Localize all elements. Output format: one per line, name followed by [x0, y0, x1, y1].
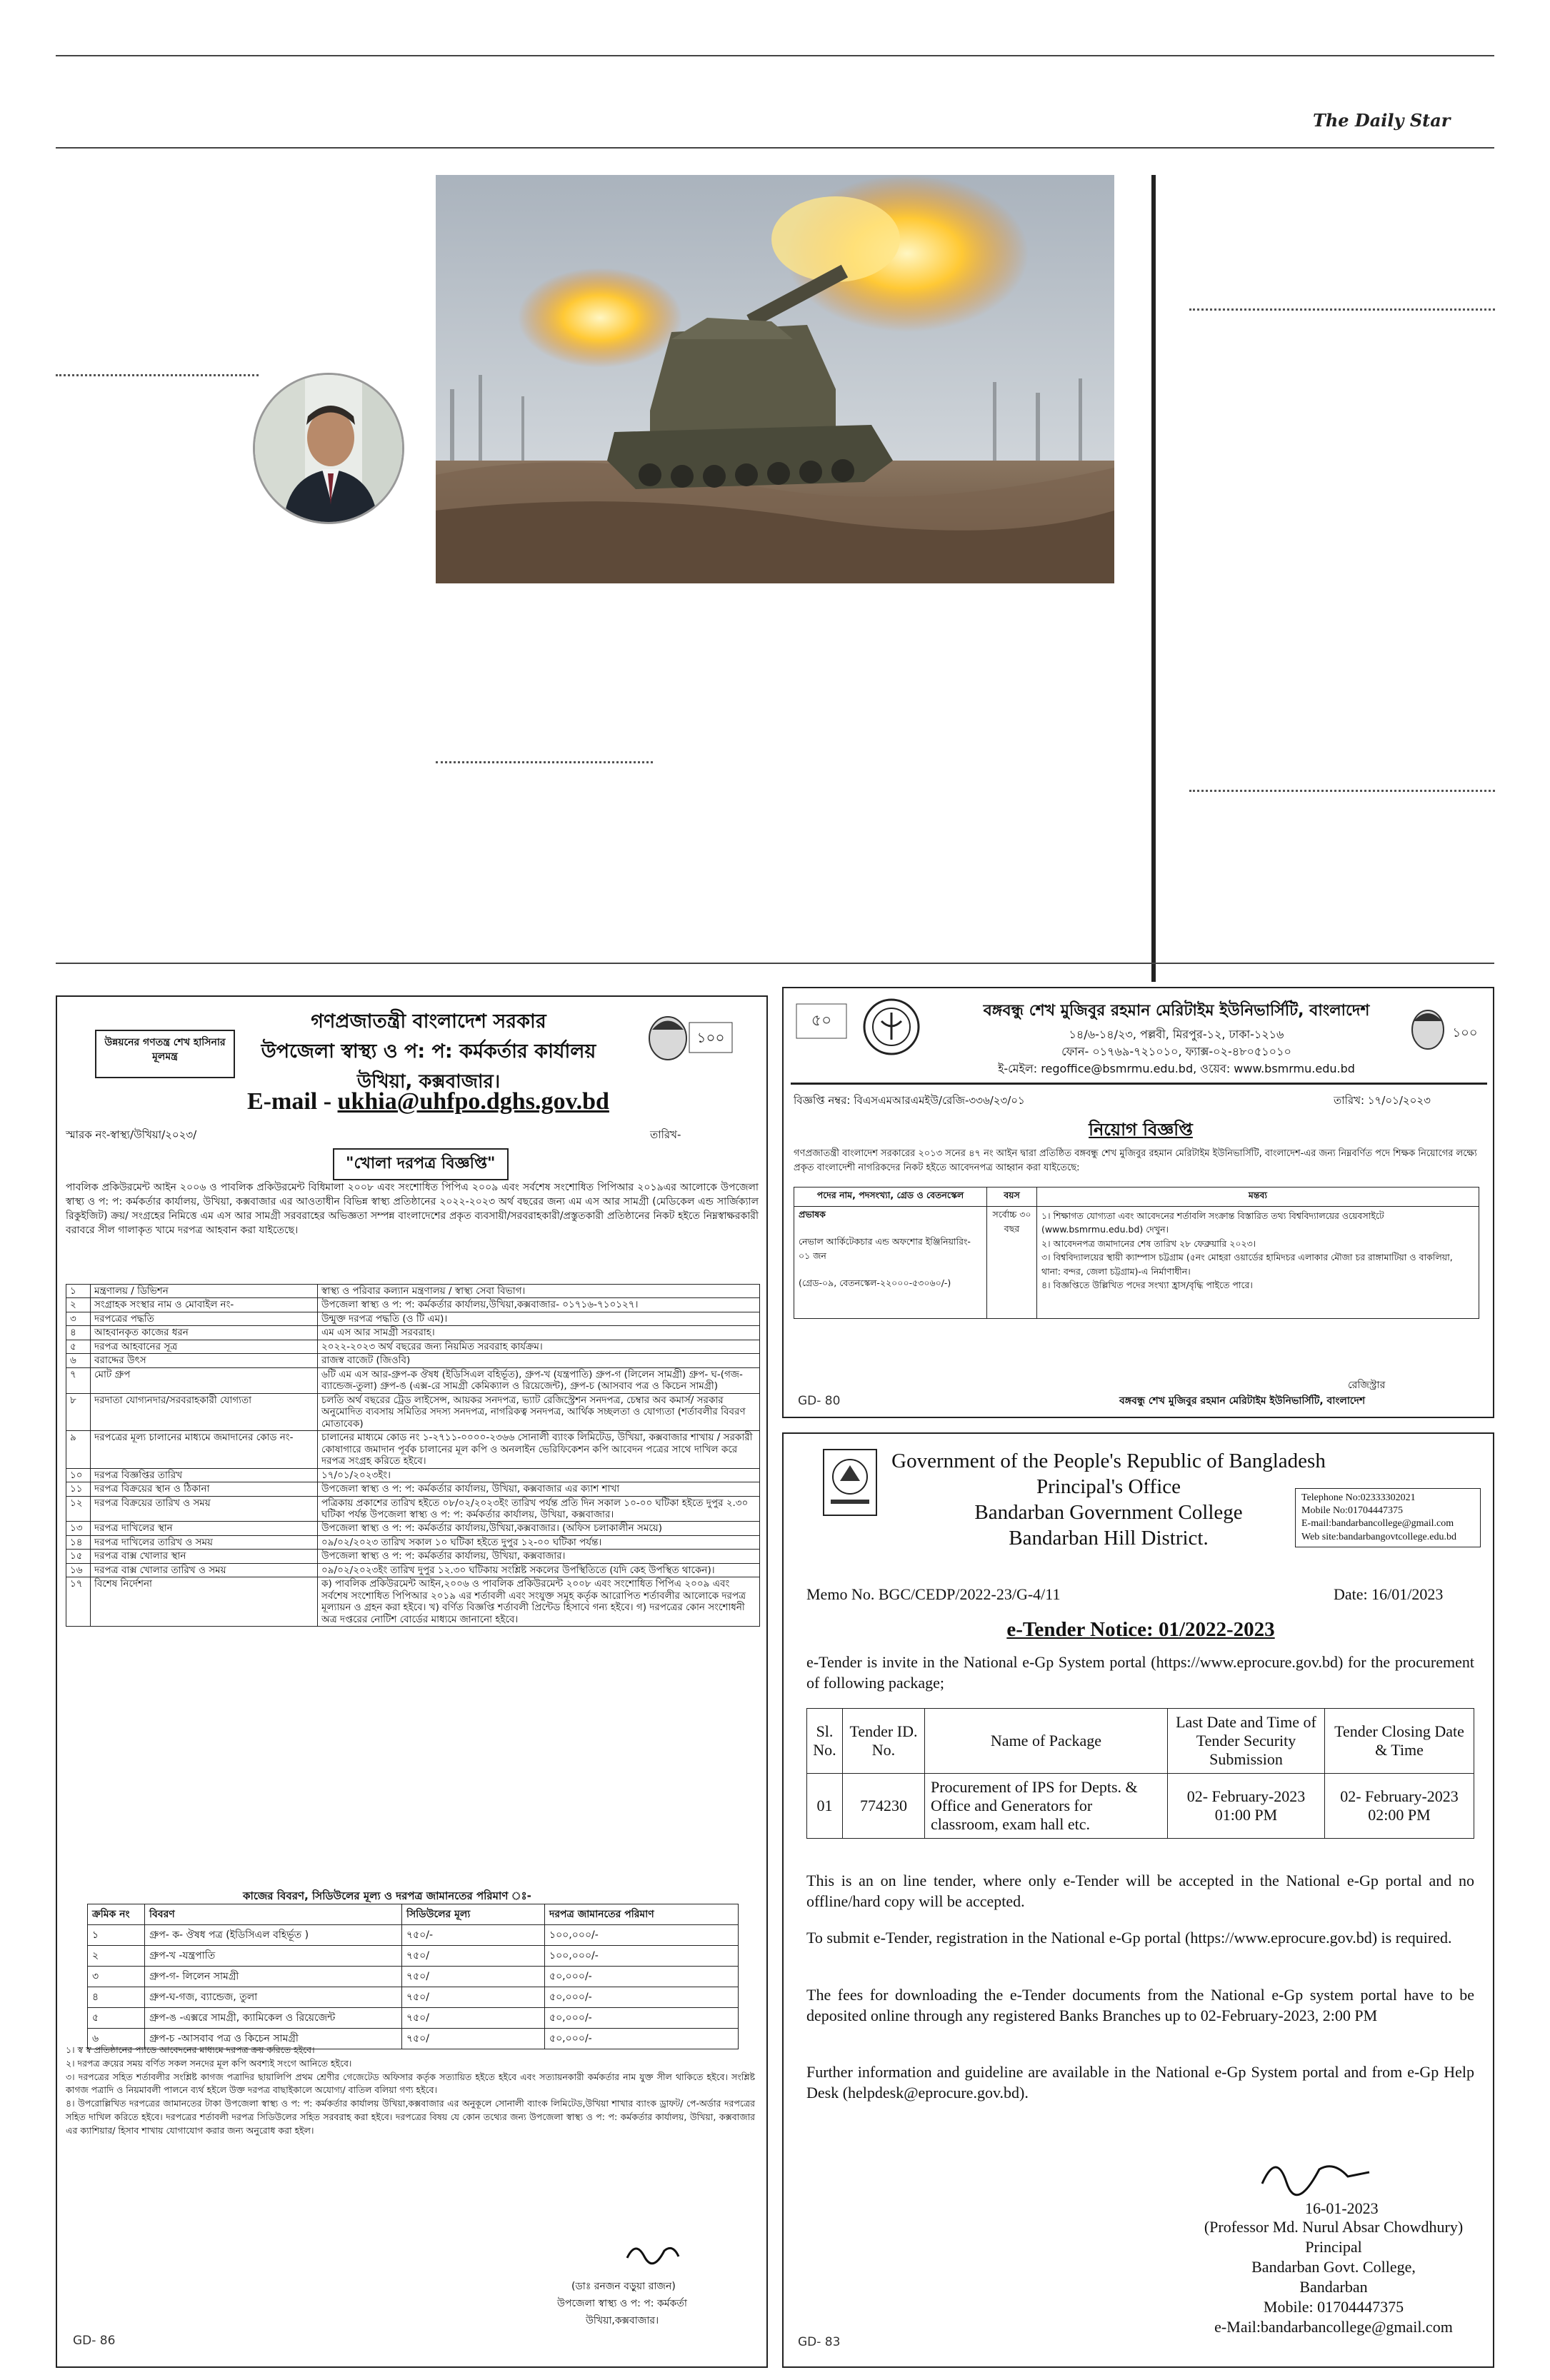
memo-date: Date: 16/01/2023 — [1334, 1585, 1444, 1603]
row-number: ১১ — [66, 1482, 91, 1496]
university-name: বঙ্গবন্ধু শেখ মুজিবুর রহমান মেরিটাইম ইউনিভার্সিটি, বাংলাদেশ — [983, 1002, 1370, 1020]
post-table — [794, 1187, 1479, 1319]
row-id: 774230 — [843, 1774, 925, 1839]
table-row — [66, 1326, 760, 1340]
row-value: উপজেলা স্বাস্থ্য ও প: প: কর্মকর্তার কার্যালয়,উখিয়া,কক্সবাজার। (অফিস চলাকালীন সময়ে) — [318, 1522, 760, 1535]
row-number: ৩ — [66, 1312, 91, 1325]
row-value: ১৭/০১/২০২৩ইং। — [318, 1468, 760, 1482]
news-photo — [436, 175, 1114, 583]
notice-ref: বিজ্ঞপ্তি নম্বর: বিএসএমআরএমইউ/রেজি-৩৩৬/২৩/০১ — [794, 1094, 1025, 1107]
group-no: ২ — [88, 1946, 145, 1967]
row-value: এম এস আর সামগ্রী সরবরাহ। — [318, 1326, 760, 1340]
row-item: আহবানকৃত কাজের ধরন — [91, 1326, 318, 1340]
contact-line: Web site:bandarbangovtcollege.edu.bd — [1301, 1531, 1456, 1542]
row-value: রাজস্ব বাজেট (জিওবি) — [318, 1354, 760, 1367]
tender-header: Sl. No. — [807, 1709, 843, 1774]
contact-line: Mobile No:01704447375 — [1301, 1505, 1403, 1517]
row-item: দরপত্র বাক্স খোলার তারিখ ও সময় — [91, 1563, 318, 1577]
row-number: ৭ — [66, 1367, 91, 1393]
post-age: সর্বোচ্চ ৩০ বছর — [987, 1207, 1037, 1319]
sign-org: Bandarban Govt. College, — [1251, 2258, 1416, 2276]
row-number: ১৪ — [66, 1535, 91, 1549]
email-line — [247, 1088, 609, 1115]
group-desc: গ্রুপ-গ- লিলেন সামগ্রী — [145, 1967, 402, 1987]
sign-email[interactable]: e-Mail:bandarbancollege@gmail.com — [1214, 2318, 1453, 2336]
tender-header: Name of Package — [925, 1709, 1168, 1774]
group-desc: গ্রুপ-ঙ -এক্সরে সামগ্রী, ক্যামিকেল ও রিয়েজেন্ট — [145, 2008, 402, 2029]
masthead-logo: The Daily Star — [1313, 110, 1451, 131]
sign-date: 16-01-2023 — [1305, 2199, 1379, 2217]
row-closing: 02- February-2023 02:00 PM — [1325, 1774, 1474, 1839]
row-item: বরাদ্দের উৎস — [91, 1354, 318, 1367]
table-row — [88, 2008, 739, 2029]
row-item: সংগ্রাহক সংস্থার নাম ও মোবাইল নং- — [91, 1298, 318, 1312]
bsmrmu-recruitment-ad — [782, 987, 1494, 1418]
group-no: ৩ — [88, 1967, 145, 1987]
vertical-rule — [1151, 175, 1156, 982]
group-no: ৪ — [88, 1987, 145, 2008]
header-rule — [791, 1083, 1487, 1085]
footnote: ৪। উপরোল্লিখিত দরপত্রের জামানতের টাকা উপজেলা স্বাস্থ্য ও প: প: কর্মকর্তার কার্যালয় উখিয়া,কক্সবাজার এর অনুকূলে সোনালী ব্যাংক লিমিটেড,উখিয়া শাখার ব্যাংক ড্রাফট/ পে-অর্ডার দরপত্রের সহিত দাখিল করিতে হইবে। দরপত্রের শর্তাবলী দরপত্র সিডিউলের সহিত সরবরাহ করা হইবে। দরপত্রের বিষয় যে কোন তথ্যের জন্য উপজেলা স্বাস্থ্য ও প: প: কর্মকর্তার কার্যালয়, উখিয়া, কক্সবাজার এর ক্যাশিয়ার/ হিসাব শাখায় যোগাযোগ করার জন্য অনুরোধ করা হইল। — [66, 2098, 755, 2136]
notice-details-table — [66, 1284, 760, 1627]
memo-date-label: তারিখ- — [650, 1128, 681, 1141]
row-number: ৬ — [66, 1354, 91, 1367]
row-value: উপজেলা স্বাস্থ্য ও প: প: কর্মকর্তার কার্যালয়,উখিয়া,কক্সবাজার- ০১৭১৬-৭১০১২৭। — [318, 1298, 760, 1312]
group-desc: গ্রুপ-চ -আসবাব পত্র ও কিচেন সামগ্রী — [145, 2029, 402, 2049]
table-row — [66, 1563, 760, 1577]
table-row — [66, 1431, 760, 1468]
group-desc: গ্রুপ-খ -যন্ত্রপাতি — [145, 1946, 402, 1967]
group-desc: গ্রুপ-ঘ-গজ, ব্যান্ডেজ, তুলা — [145, 1987, 402, 2008]
mujib-logo-right — [1406, 1001, 1486, 1065]
sign-name: (Professor Md. Nurul Absar Chowdhury) — [1204, 2218, 1464, 2236]
signer-title: উপজেলা স্বাস্থ্য ও প: প: কর্মকর্তা — [557, 2298, 687, 2309]
university-address: ১৪/৬-১৪/২৩, পল্লবী, মিরপুর-১২, ঢাকা-১২১৬ — [1069, 1028, 1284, 1041]
notice-date: তারিখ: ১৭/০১/২০২৩ — [1334, 1094, 1431, 1107]
groups-title: কাজের বিবরণ, সিডিউলের মূল্য ও দরপত্র জামানতের পরিমাণ ঃ- — [243, 1889, 531, 1902]
office-line: Principal's Office — [1036, 1475, 1181, 1498]
tender-header: Tender ID. No. — [843, 1709, 925, 1774]
row-package: Procurement of IPS for Depts. & Office and Generators for classroom, exam hall etc. — [925, 1774, 1168, 1839]
svg-text:৫০: ৫০ — [811, 1012, 832, 1030]
row-number: ১৬ — [66, 1563, 91, 1577]
row-item: দরদাতা যোগ্যনদার/সরবরাহকারী যোগ্যতা — [91, 1393, 318, 1430]
table-row — [66, 1468, 760, 1482]
row-value: ক) পাবলিক প্রকিউরমেন্ট আইন,২০০৬ ও পাবলিক প্রকিউরমেন্ট ২০০৮ এবং সংশোধিত পিপিএ ২০০৯ এবং সর্বশেষ সংশোধিত পিপিআর ২০১৯ এর শর্তাবলী এবং সংযুক্ত সমূহ কর্তৃক আরোপিত শর্তাবলীর আলোকে দরপত্র মূল্যায়ন ও গ্রহন করা হইবে। খ) বর্ণিত বিজ্ঞপ্তি শর্তাবলী প্রিন্টেড হিসাবে গন্য হইবে। গ) দরপত্রের কোন সংশোধনী অত্র দপ্তরের নোটিশ বোর্ডের মাধ্যমে জানানো হইবে। — [318, 1577, 760, 1627]
portrait-image — [255, 375, 402, 522]
row-value: উপজেলা স্বাস্থ্য ও প: প: কর্মকর্তার কার্যালয়, উখিয়া, কক্সবাজার এর ক্যাশ শাখা — [318, 1482, 760, 1496]
center-column-divider — [436, 761, 653, 763]
upazila-tender-ad — [56, 995, 768, 2368]
row-value: উপজেলা স্বাস্থ্য ও প: প: কর্মকর্তার কার্যালয়, উখিয়া, কক্সবাজার। — [318, 1550, 760, 1563]
table-row — [88, 1925, 739, 1946]
side-slogan-box: উন্নয়নের গণতন্ত্র শেখ হাসিনার মূলমন্ত্র — [95, 1030, 235, 1078]
post-dept: নেভাল আর্কিটেকচার এন্ড অফশোর ইঞ্জিনিয়ারিং- ০১ জন — [799, 1236, 971, 1261]
row-value: ০৯/০২/২০২৩ইং তারিখ দুপুর ১২.৩০ ঘটিকায় সংশ্লিষ্ট সকলের উপস্থিতিতে (যদি কেহ উপস্থিত থাকেন)। — [318, 1563, 760, 1577]
row-item: দরপত্র বিক্রয়ের স্থান ও ঠিকানা — [91, 1482, 318, 1496]
right-column-divider-2 — [1189, 790, 1495, 792]
paragraph-fees: The fees for downloading the e-Tender documents from the National e-Gp system portal have to be deposited online through any registered Banks Branches up to 02-February-2023, 2:00 PM — [806, 1986, 1474, 2024]
sign-mobile: Mobile: 01704447375 — [1263, 2298, 1404, 2316]
contact-box — [1295, 1488, 1481, 1547]
row-value: চলতি অর্থ বছরের ট্রেড লাইসেন্স, আয়কর সনদপত্র, ভ্যাট রেজিস্ট্রেশন সনদপত্র, চেম্বার অব কমার্স/ সরকার অনুমোদিত ব্যবসায় সমিতির সদস্য সনদপত্র, নাগরিকত্ব সনদপত্র, আর্থিক সচ্ছলতা ও যোগ্যতা (শর্তাবলীর বিবরণ মোতাবেক) — [318, 1393, 760, 1430]
group-security: ৫০,০০০/- — [545, 2029, 739, 2049]
top-rule — [56, 55, 1494, 56]
college-name: Bandarban Government College — [974, 1501, 1243, 1524]
row-value: ৬টি এম এস আর-গ্রুপ-ক ঔষধ (ইডিসিএল বহির্ভূত), গ্রুপ-খ (যন্ত্রপাতি) গ্রুপ-গ (লিলেন সামগ্রী) গ্রুপ- ঘ-(গজ-ব্যান্ডেজ-তুলা) গ্রুপ-ঙ (এক্স-রে সামগ্রী কেমিক্যাল ও রিয়েজেন্ট), গ্রুপ-চ (আসবাব পত্র ও কিচেন সামগ্রী) — [318, 1367, 760, 1393]
footnote: ২। দরপত্র ক্রয়ের সময় বর্ণিত সকল সনদের মূল কপি অবশ্যই সংগে আনিতে হইবে। — [66, 2057, 352, 2069]
notice-intro: গণপ্রজাতন্ত্রী বাংলাদেশ সরকারের ২০১৩ সনের ৪৭ নং আইন দ্বারা প্রতিষ্ঠিত বঙ্গবন্ধু শেখ মুজিবুর রহমান মেরিটাইম ইউনিভার্সিটি, বাংলাদেশ-এর জন্য নিম্নবর্ণিত পদে শিক্ষক নিয়োগের লক্ষ্যে প্রকৃত বাংলাদেশী নাগরিকদের নিকট হইতে আবেদনপত্র আহ্বান করা যাইতেছে: — [794, 1148, 1477, 1173]
signer-name: (ডাঃ রনজন বড়ুয়া রাজন) — [571, 2281, 676, 2292]
office-place: উখিয়া, কক্সবাজার। — [356, 1071, 501, 1093]
paragraph-register: To submit e-Tender, registration in the National e-Gp portal (https://www.eprocure.gov.bd) is required. — [806, 1929, 1452, 1947]
table-row — [88, 1987, 739, 2008]
groups-header: দরপত্র জামানতের পরিমাণ — [545, 1904, 739, 1925]
groups-header: সিডিউলের মূল্য — [402, 1904, 545, 1925]
group-desc: গ্রুপ- ক- ঔষধ পত্র (ইডিসিএল বহির্ভূত ) — [145, 1925, 402, 1946]
office-title: উপজেলা স্বাস্থ্য ও প: প: কর্মকর্তার কার্যালয় — [261, 1040, 596, 1063]
signature-mark — [621, 2236, 686, 2275]
mujib-logo — [639, 1008, 739, 1087]
email-address[interactable]: ukhia@uhfpo.dghs.gov.bd — [337, 1088, 609, 1115]
row-item: দরপত্র বিজ্ঞপ্তির তারিখ — [91, 1468, 318, 1482]
group-security: ১০০,০০০/- — [545, 1946, 739, 1967]
sign-title: Principal — [1305, 2238, 1362, 2256]
sign-place: Bandarban — [1299, 2278, 1368, 2296]
row-number: ১২ — [66, 1496, 91, 1522]
group-no: ৬ — [88, 2029, 145, 2049]
masthead-rule — [56, 147, 1494, 149]
notice-intro: পাবলিক প্রকিউরমেন্ট আইন ২০০৬ ও পাবলিক প্রকিউরমেন্ট বিধিমালা ২০০৮ এবং সংশোধিত পিপিএ ২০০৯ এবং সর্বশেষ সংশোধিত পিপিআর ২০১৯এর আলোকে উপজেলা স্বাস্থ্য ও প: প: কর্মকর্তার কার্যালয়, উখিয়া, কক্সবাজার এর আওতাধীন বিভিন্ন স্বাস্থ্য প্রতিষ্ঠানের ২০২২-২০২৩ অর্থ বছরের জন্য এম এস আর সামগ্রী (মেডিকেল এন্ড সার্জিক্যাল রিকুইজিট) ক্রয়/ সংগ্রহের নিমিত্তে এম এস আর সামগ্রী সরবরাহের অভিজ্ঞতা সম্পন্ন বাংলাদেশের প্রকৃত ব্যবসায়ী/সরবরাহকারী/প্রস্তুতকারী প্রতিষ্ঠানের নিকট হইতে নিম্নস্বাক্ষরকারী বরাবরে সীল গালাকৃত খামে দরপত্র আহবান করা যাইতেছে। — [66, 1182, 759, 1236]
remark-item: ৪। বিজ্ঞপ্তিতে উল্লিখিত পদের সংখ্যা হ্রাস/বৃদ্ধি পাইতে পারে। — [1041, 1279, 1253, 1290]
ads-section-rule — [56, 963, 1494, 964]
table-row — [66, 1535, 760, 1549]
ad-code: GD- 86 — [73, 2334, 116, 2348]
row-value: স্বাস্থ্য ও পরিবার কল্যান মন্ত্রণালয় / স্বাস্থ্য সেবা বিভাগ। — [318, 1285, 760, 1298]
table-row — [66, 1577, 760, 1627]
notice-title: নিয়োগ বিজ্ঞপ্তি — [1089, 1120, 1193, 1140]
row-security: 02- February-2023 01:00 PM — [1168, 1774, 1325, 1839]
row-item: দরপত্র বাক্স খোলার স্থান — [91, 1550, 318, 1563]
howitzer-photo — [436, 175, 1114, 583]
table-row — [66, 1496, 760, 1522]
registrar-title: রেজিস্ট্রার — [1348, 1380, 1386, 1391]
left-column-divider — [56, 374, 259, 376]
row-number: ১৭ — [66, 1577, 91, 1627]
row-number: ২ — [66, 1298, 91, 1312]
group-price: ৭৫০/ — [402, 1946, 545, 1967]
signer-place: উখিয়া,কক্সবাজার। — [586, 2315, 659, 2326]
table-row — [66, 1550, 760, 1563]
table-row — [66, 1285, 760, 1298]
table-row — [88, 1946, 739, 1967]
row-item: দরপত্র দাখিলের তারিখ ও সময় — [91, 1535, 318, 1549]
tender-header: Last Date and Time of Tender Security Submission — [1168, 1709, 1325, 1774]
table-row — [66, 1354, 760, 1367]
col-post: পদের নাম, পদসংখ্যা, গ্রেড ও বেতনস্কেল — [794, 1188, 987, 1207]
ad-code: GD- 83 — [798, 2335, 841, 2349]
row-value: পত্রিকায় প্রকাশের তারিখ হইতে ০৮/০২/২০২৩ইং তারিখ পর্যন্ত প্রতি দিন সকাল ১০-০০ ঘটিকা হইতে দুপুর ২.৩০ ঘটিকা পর্যন্ত উপজেলা স্বাস্থ্য ও প: প: কর্মকর্তার কার্যালয়, উখিয়া, কক্সবাজার। — [318, 1496, 760, 1522]
row-value: উন্মুক্ত দরপত্র পদ্ধতি (ও টি এম)। — [318, 1312, 760, 1325]
group-price: ৭৫০/ — [402, 2008, 545, 2029]
group-security: ৫০,০০০/- — [545, 1967, 739, 1987]
memo-no: Memo No. BGC/CEDP/2022-23/G-4/11 — [806, 1585, 1061, 1603]
registrar-org: বঙ্গবন্ধু শেখ মুজিবুর রহমান মেরিটাইম ইউনিভার্সিটি, বাংলাদেশ — [1119, 1395, 1366, 1407]
row-number: ১০ — [66, 1468, 91, 1482]
paragraph-online: This is an on line tender, where only e-Tender will be accepted in the National e-Gp portal and no offline/hard copy will be accepted. — [806, 1872, 1474, 1910]
row-number: ১৫ — [66, 1550, 91, 1563]
govt-title: গণপ্রজাতন্ত্রী বাংলাদেশ সরকার — [311, 1010, 546, 1033]
groups-header: ক্রমিক নং — [88, 1904, 145, 1925]
row-item: দরপত্র দাখিলের স্থান — [91, 1522, 318, 1535]
bandarban-etender-ad — [782, 1432, 1494, 2368]
groups-header: বিবরণ — [145, 1904, 402, 1925]
table-row — [66, 1312, 760, 1325]
row-item: বিশেষ নির্দেশনা — [91, 1577, 318, 1627]
col-remarks: মন্তব্য — [1037, 1188, 1479, 1207]
group-price: ৭৫০/ — [402, 1967, 545, 1987]
footnotes — [66, 2044, 755, 2137]
row-item: মন্ত্রণালয় / ডিভিশন — [91, 1285, 318, 1298]
row-number: ১ — [66, 1285, 91, 1298]
group-price: ৭৫০/ — [402, 2029, 545, 2049]
tender-table — [806, 1708, 1474, 1839]
footnote: ১। স্ব স্ব প্রতিষ্ঠানের প্যাডে আবেদনের মাধ্যমে দরপত্র ক্রয় করিতে হইবে। — [66, 2044, 315, 2055]
post-name: প্রভাষক — [799, 1209, 826, 1220]
govt-line: Government of the People's Republic of Bangladesh — [891, 1450, 1326, 1472]
district-line: Bandarban Hill District. — [1009, 1527, 1209, 1550]
group-price: ৭৫০/ — [402, 1987, 545, 2008]
group-no: ৫ — [88, 2008, 145, 2029]
row-sl: 01 — [807, 1774, 843, 1839]
row-number: ১৩ — [66, 1522, 91, 1535]
row-number: ৫ — [66, 1340, 91, 1353]
row-number: ৮ — [66, 1393, 91, 1430]
table-row — [66, 1393, 760, 1430]
university-phone: ফোন- ০১৭৬৯-৭২১০১০, ফ্যাক্স-০২-৪৮০৫১০১০ — [1061, 1045, 1291, 1058]
table-row — [66, 1367, 760, 1393]
row-value: ২০২২-২০২৩ অর্থ বছরের জন্য নিয়মিত সরবরাহ কার্যক্রম। — [318, 1340, 760, 1353]
row-item: দরপত্রের মূল্য চালানের মাধ্যমে জমাদানের কোড নং- — [91, 1431, 318, 1468]
group-no: ১ — [88, 1925, 145, 1946]
footnote: ৩। দরপত্রের সহিত শর্তাবলীর সংশ্লিষ্ট কাগজ পত্রাদির ছায়ালিপি প্রথম শ্রেণীর গেজেটেড অফিসার কর্তৃক সত্যায়িত হইতে হইবে এবং সত্যায়নকারী কর্মকর্তার নাম যুক্ত সীল থাকিতে হইবে। সংশ্লিষ্ট কাগজ পত্রাদি ও নিয়মাবলী পালনে ব্যর্থ হইলে উক্ত দরপত্র বাছাইকালে অযোগ্য/ বাতিল বলিয়া গণ্য হইবে। — [66, 2071, 755, 2096]
remark-item: ২। আবেদনপত্র জমাদানের শেষ তারিখ ২৮ ফেব্রুয়ারি ২০২৩। — [1041, 1237, 1256, 1249]
groups-table — [87, 1904, 739, 2049]
table-row — [66, 1522, 760, 1535]
ad-code: GD- 80 — [798, 1394, 841, 1408]
group-security: ৫০,০০০/- — [545, 2008, 739, 2029]
row-value: ০৯/০২/২০২৩ তারিখ সকাল ১০ ঘটিকা হইতে দুপুর ১২-০০ ঘটিকা পর্যন্ত। — [318, 1535, 760, 1549]
group-security: ১০০,০০০/- — [545, 1925, 739, 1946]
row-number: ৪ — [66, 1326, 91, 1340]
row-item: দরপত্রের পদ্ধতি — [91, 1312, 318, 1325]
group-price: ৭৫০/- — [402, 1925, 545, 1946]
table-row — [66, 1340, 760, 1353]
row-item: মোট গ্রুপ — [91, 1367, 318, 1393]
university-emblems — [795, 995, 938, 1060]
notice-title: "খোলা দরপত্র বিজ্ঞপ্তি" — [333, 1148, 509, 1180]
contact-line: Telephone No:02333302021 — [1301, 1492, 1416, 1503]
svg-text:১০০: ১০০ — [696, 1029, 725, 1046]
right-column-divider-1 — [1189, 308, 1495, 311]
tender-header: Tender Closing Date & Time — [1325, 1709, 1474, 1774]
table-row — [66, 1298, 760, 1312]
row-item: দরপত্র আহবানের সূত্র — [91, 1340, 318, 1353]
remark-item: ১। শিক্ষাগত যোগ্যতা এবং আবেদনের শর্তাবলি সংক্রান্ত বিস্তারিত তথ্য বিশ্ববিদ্যালয়ের ওয়েবসাইটে (www.bsmrmu.edu.bd) দেখুন। — [1041, 1210, 1384, 1235]
row-number: ৯ — [66, 1431, 91, 1468]
college-logo — [822, 1448, 878, 1517]
remark-item: ৩। বিশ্ববিদ্যালয়ের স্থায়ী ক্যাম্পাস চট্টগ্রাম (৫নং মোহরা ওয়ার্ডের হামিদচর এলাকার মৌজা চর রাঙ্গামাটিয়া ও বাকলিয়া, থানা: বন্দর, জেলা চট্টগ্রাম)-এ নির্মাণাধীন। — [1041, 1252, 1453, 1277]
memo-no: স্মারক নং-স্বাস্থ্য/উখিয়া/২০২৩/ — [66, 1128, 197, 1141]
tender-intro: e-Tender is invite in the National e-Gp System portal (https://www.eprocure.gov.bd) for the procurement of following package; — [806, 1653, 1474, 1692]
col-age: বয়স — [987, 1188, 1037, 1207]
university-email-web[interactable]: ই-মেইল: regoffice@bsmrmu.edu.bd, ওয়েব: www.bsmrmu.edu.bd — [998, 1062, 1355, 1075]
row-item: দরপত্র বিক্রয়ের তারিখ ও সময় — [91, 1496, 318, 1522]
row-value: চালানের মাধ্যমে কোড নং ১-২৭১১-০০০০-২৩৬৬ সোনালী ব্যাংক লিমিটেড, উখিয়া, কক্সবাজার শাখায় / সরকারী কোষাগারে জমাদান পূর্বক চালানের মূল কপি ও অনলাইন ভেরিফিকেশন কপি আবেদন পত্রের সাথে দাখিল করে দরপত্র সংগ্রহ করিতে হইবে। — [318, 1431, 760, 1468]
table-row — [88, 1967, 739, 1987]
tender-title: e-Tender Notice: 01/2022-2023 — [1006, 1618, 1275, 1641]
email-label: E-mail - — [247, 1088, 332, 1115]
portrait-frame — [253, 373, 404, 524]
svg-text:১০০: ১০০ — [1452, 1025, 1478, 1040]
remarks-list — [1041, 1209, 1474, 1292]
principal-signature — [1255, 2148, 1376, 2201]
post-grade: (গ্রেড-০৯, বেতনস্কেল-২২০০০-৫৩০৬০/-) — [799, 1277, 951, 1288]
contact-line: E-mail:bandarbancollege@gmail.com — [1301, 1518, 1454, 1530]
table-row — [66, 1482, 760, 1496]
group-security: ৫০,০০০/- — [545, 1987, 739, 2008]
paragraph-further: Further information and guideline are available in the National e-Gp System portal and from e-Gp Help Desk (helpdesk@eprocure.gov.bd). — [806, 2063, 1474, 2102]
